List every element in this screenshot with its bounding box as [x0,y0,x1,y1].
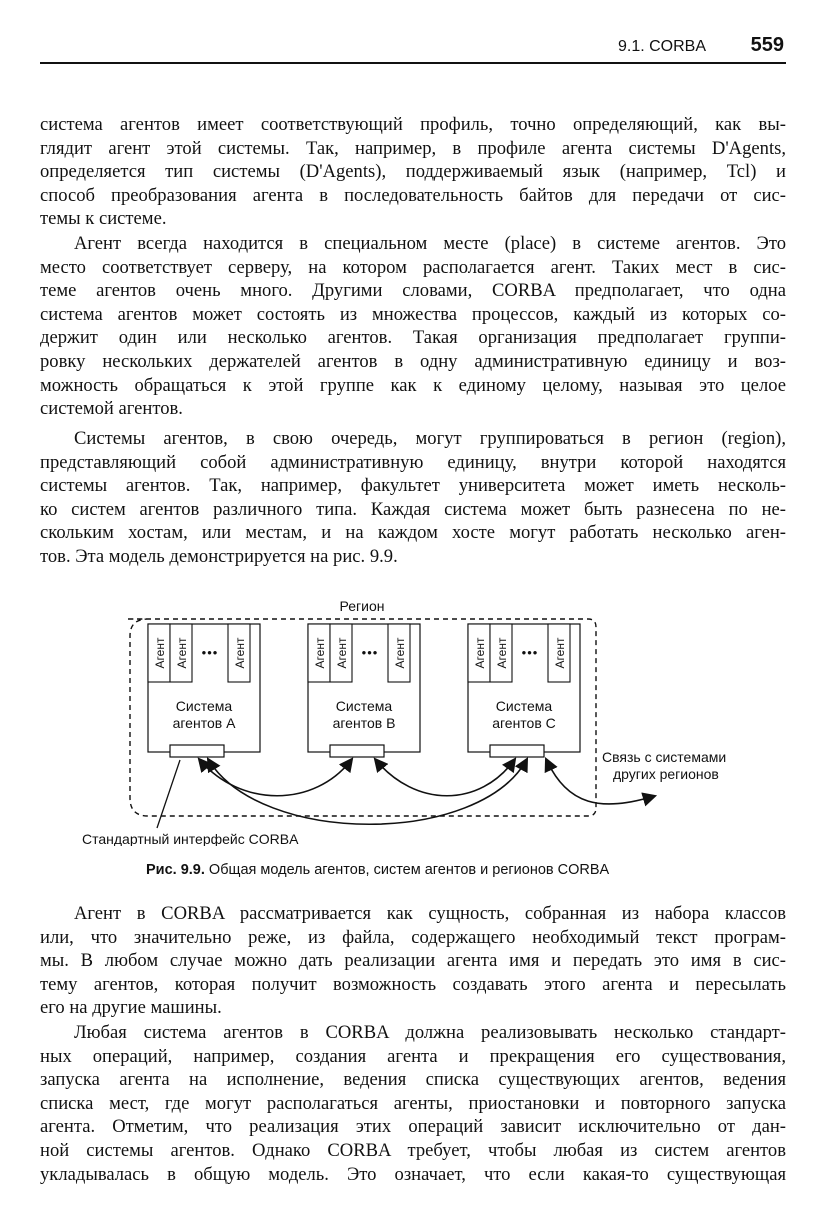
connection-b-c [375,759,515,796]
text-line: запуска агента на исполнение, ведения списка существующих агентов, ведения [40,1069,786,1091]
agent-label: Агент [553,637,567,669]
paragraph-3 [40,427,786,569]
text-line: скольким хостам, или местам, и на каждом хосте могут работать несколько аген- [40,522,786,544]
agent-label: Агент [233,637,247,669]
system-label: Система [335,698,393,714]
agent-system-a [148,624,260,757]
text-line: мы. В любом случае можно дать реализации агента имя и передать это имя в сис- [40,950,786,972]
agent-label: Агент [393,637,407,669]
agent-label: Агент [175,637,189,669]
text-line: его на другие машины. [40,997,222,1019]
text-line: система агентов может состоять из множества процессов, каждый из которых со- [40,303,786,325]
interface-label: Стандартный интерфейс CORBA [82,831,299,846]
figure-diagram [40,596,800,846]
text-line: темы к системе. [40,208,167,230]
text-line: Системы агентов, в свою очередь, могут группироваться в регион (region), [74,428,786,449]
page-number: 559 [750,34,784,56]
agent-label: Агент [153,637,167,669]
paragraph-1 [40,113,786,231]
external-link-label: других регионов [613,766,719,782]
text-line: способ преобразования агента в последовательность байтов для передачи от сис- [40,184,786,206]
text-line: система агентов имеет соответствующий профиль, точно определяющий, как вы- [40,114,786,135]
text-line: списка мест, где могут располагаться агенты, приостановки и повторного запуска [40,1092,786,1114]
text-line: ко систем агентов различного типа. Каждая система может быть разнесена по не- [40,498,786,520]
agent-label: Агент [495,637,509,669]
external-link-label: Связь с системами [602,749,727,765]
text-line: ной системы агентов. Однако CORBA требует, чтобы любая из систем агентов [40,1139,786,1161]
text-line: место соответствует серверу, на котором располагается агент. Таких мест в сис- [40,256,786,278]
figure-agent-model [40,596,800,846]
caption-label: Рис. 9.9. [146,862,205,878]
text-line: агента. Отметим, что реализация этих операций зависит исключительно от дан- [40,1116,786,1138]
text-line: или, что значительно реже, из файла, содержащего необходимый текст програм- [40,926,786,948]
text-line: ных операций, например, создания агента и прекращения его существования, [40,1045,786,1067]
paragraph-5 [40,1021,786,1186]
agent-system-b [308,624,420,757]
system-label: Система [495,698,553,714]
text-line: Любая система агентов в CORBA должна реализовывать несколько стандарт- [74,1022,786,1043]
agent-system-c [468,624,580,757]
text-line: определяется тип системы (D'Agents), поддерживаемый язык (например, Tcl) и [40,161,786,183]
agent-label: Агент [335,637,349,669]
system-label: агентов A [172,715,236,731]
system-label: Система [175,698,233,714]
connection-a-c [208,759,527,824]
section-title: 9.1. CORBA [617,38,706,55]
agent-label: Агент [473,637,487,669]
agents-ellipsis: ••• [201,645,219,660]
text-line: глядит агент этой системы. Так, например, в профиле агента системы D'Agents, [40,137,786,159]
agent-label: Агент [313,637,327,669]
text-line: тему агентов, которая получит возможность создавать этого агента и пересылать [40,973,786,995]
system-label: агентов C [492,715,556,731]
agents-ellipsis: ••• [521,645,539,660]
text-line: укладывалась в общую модель. Это означает, что если какая-то существующая [40,1163,786,1185]
corba-interface [330,745,384,757]
paragraph-2 [40,232,786,421]
text-line: тов. Эта модель демонстрируется на рис. 9.9. [40,545,398,567]
figure-caption [146,862,609,878]
text-line: системы агентов. Так, например, факультет университета может иметь несколь- [40,475,786,497]
text-line: держит один или несколько агентов. Такая организация предполагает группи- [40,327,786,349]
interface-pointer [157,760,180,828]
text-line: представляющий собой административную единицу, внутри которой находятся [40,451,786,473]
system-label: агентов B [332,715,396,731]
text-line: Агент в CORBA рассматривается как сущность, собранная из набора классов [74,903,786,924]
text-line: ровку нескольких держателей агентов в одну административную единицу и воз- [40,350,786,372]
text-line: Агент всегда находится в специальном месте (place) в системе агентов. Это [74,233,786,254]
text-line: можность обращаться к этой группе как к единому целому, называя это целое [40,374,786,396]
text-line: системой агентов. [40,398,183,420]
region-label: Регион [339,598,385,614]
text-line: теме агентов очень много. Другими словами, CORBA предполагает, что одна [40,280,786,302]
paragraph-4 [40,902,786,1020]
corba-interface [490,745,544,757]
corba-interface [170,745,224,757]
caption-text: Общая модель агентов, систем агентов и регионов CORBA [204,862,610,878]
running-head [40,30,786,64]
agents-ellipsis: ••• [361,645,379,660]
